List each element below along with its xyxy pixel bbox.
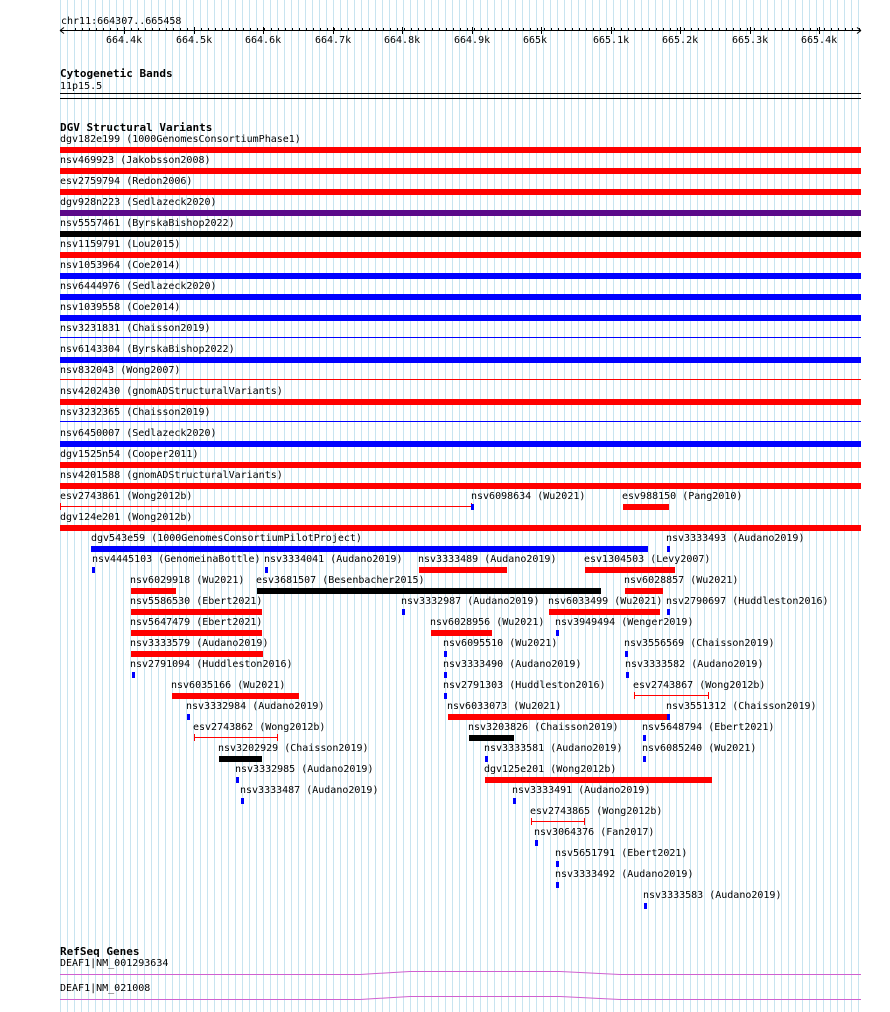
- variant-feature-bar[interactable]: [585, 567, 675, 573]
- variant-label[interactable]: nsv5647479 (Ebert2021): [130, 617, 263, 628]
- variant-feature-bar[interactable]: [643, 735, 646, 741]
- variant-label[interactable]: nsv3333581 (Audano2019): [484, 743, 623, 754]
- variant-label[interactable]: nsv2791094 (Huddleston2016): [130, 659, 293, 670]
- variant-feature-bar[interactable]: [625, 588, 663, 594]
- variant-label[interactable]: dgv543e59 (1000GenomesConsortiumPilotProject): [91, 533, 362, 544]
- variant-label[interactable]: dgv182e199 (1000GenomesConsortiumPhase1): [60, 134, 301, 145]
- variant-feature-bar[interactable]: [60, 315, 861, 321]
- variant-label[interactable]: nsv3203826 (Chaisson2019): [468, 722, 619, 733]
- variant-feature-bar[interactable]: [172, 693, 299, 699]
- variant-label[interactable]: esv2743867 (Wong2012b): [633, 680, 766, 691]
- ruler-tick-label: 665k: [523, 35, 548, 46]
- variant-feature-bar[interactable]: [444, 672, 447, 678]
- variant-feature-bar[interactable]: [60, 210, 861, 216]
- variant-label[interactable]: nsv3333582 (Audano2019): [625, 659, 764, 670]
- variant-label[interactable]: nsv5651791 (Ebert2021): [555, 848, 688, 859]
- variant-feature-bar[interactable]: [60, 337, 861, 338]
- variant-label[interactable]: nsv3332984 (Audano2019): [186, 701, 325, 712]
- variant-feature-bar[interactable]: [194, 737, 278, 738]
- cytoband-label[interactable]: 11p15.5: [60, 81, 103, 92]
- variant-label[interactable]: nsv2790697 (Huddleston2016): [666, 596, 829, 607]
- variant-label[interactable]: nsv5586530 (Ebert2021): [130, 596, 263, 607]
- variant-feature-bar[interactable]: [556, 630, 559, 636]
- variant-label[interactable]: nsv3333493 (Audano2019): [666, 533, 805, 544]
- ruler-tick-label: 665.3k: [732, 35, 769, 46]
- variant-label[interactable]: nsv3332985 (Audano2019): [235, 764, 374, 775]
- variant-label[interactable]: esv3681507 (Besenbacher2015): [256, 575, 425, 586]
- variant-feature-bar[interactable]: [92, 567, 95, 573]
- variant-feature-bar[interactable]: [60, 231, 861, 237]
- cytoband-track-title[interactable]: Cytogenetic Bands: [60, 67, 173, 80]
- variant-label[interactable]: nsv4445103 (GenomeinaBottle): [92, 554, 261, 565]
- variant-label[interactable]: nsv6028857 (Wu2021): [624, 575, 739, 586]
- variant-label[interactable]: dgv928n223 (Sedlazeck2020): [60, 197, 217, 208]
- variant-label[interactable]: nsv3333491 (Audano2019): [512, 785, 651, 796]
- interval-end-cap: [708, 692, 709, 699]
- variant-feature-bar[interactable]: [60, 462, 861, 468]
- variant-label[interactable]: nsv3333492 (Audano2019): [555, 869, 694, 880]
- variant-label[interactable]: nsv6028956 (Wu2021): [430, 617, 545, 628]
- variant-feature-bar[interactable]: [419, 567, 507, 573]
- ruler-tick-label: 664.9k: [454, 35, 491, 46]
- ruler-tick-label: 665.4k: [801, 35, 838, 46]
- variant-feature-bar[interactable]: [625, 651, 628, 657]
- variant-feature-bar[interactable]: [444, 693, 447, 699]
- variant-feature-bar[interactable]: [402, 609, 405, 615]
- variant-feature-bar[interactable]: [236, 777, 239, 783]
- variant-feature-bar[interactable]: [626, 672, 629, 678]
- variant-feature-bar[interactable]: [131, 609, 262, 615]
- ruler-tick-label: 664.7k: [315, 35, 352, 46]
- variant-feature-bar[interactable]: [513, 798, 516, 804]
- refseq-track-title[interactable]: RefSeq Genes: [60, 945, 140, 958]
- cytoband-top-line: [60, 93, 861, 94]
- variant-feature-bar[interactable]: [60, 421, 861, 422]
- variant-label[interactable]: dgv125e201 (Wong2012b): [484, 764, 617, 775]
- variant-label[interactable]: nsv3064376 (Fan2017): [534, 827, 655, 838]
- position-label: chr11:664307..665458: [61, 16, 182, 27]
- variant-label[interactable]: esv2743862 (Wong2012b): [193, 722, 326, 733]
- ruler-tick-label: 664.8k: [384, 35, 421, 46]
- variant-feature-bar[interactable]: [469, 735, 514, 741]
- variant-label[interactable]: dgv1525n54 (Cooper2011): [60, 449, 199, 460]
- variant-feature-bar[interactable]: [60, 379, 861, 380]
- variant-feature-bar[interactable]: [131, 651, 263, 657]
- variant-feature-bar[interactable]: [667, 609, 670, 615]
- variant-feature-bar[interactable]: [667, 714, 670, 720]
- variant-label[interactable]: nsv6098634 (Wu2021): [471, 491, 586, 502]
- variant-label[interactable]: nsv4202430 (gnomADStructuralVariants): [60, 386, 283, 397]
- ruler-tick-label: 665.2k: [662, 35, 699, 46]
- variant-feature-bar[interactable]: [60, 483, 861, 489]
- variant-label[interactable]: nsv6143304 (ByrskaBishop2022): [60, 344, 235, 355]
- variant-label[interactable]: dgv124e201 (Wong2012b): [60, 512, 193, 523]
- variant-feature-bar[interactable]: [60, 189, 861, 195]
- variant-label[interactable]: nsv5648794 (Ebert2021): [642, 722, 775, 733]
- variant-feature-bar[interactable]: [667, 546, 670, 552]
- variant-feature-bar[interactable]: [60, 525, 861, 531]
- variant-label[interactable]: esv1304503 (Levy2007): [584, 554, 711, 565]
- interval-start-cap: [634, 692, 635, 699]
- variant-label[interactable]: nsv3334041 (Audano2019): [264, 554, 403, 565]
- variant-feature-bar[interactable]: [485, 756, 488, 762]
- variant-label[interactable]: nsv3333490 (Audano2019): [443, 659, 582, 670]
- variant-feature-bar[interactable]: [219, 756, 262, 762]
- variant-feature-bar[interactable]: [187, 714, 190, 720]
- variant-label[interactable]: nsv6450007 (Sedlazeck2020): [60, 428, 217, 439]
- variant-feature-bar[interactable]: [644, 903, 647, 909]
- ruler-tick-label: 664.4k: [106, 35, 143, 46]
- variant-label[interactable]: nsv1159791 (Lou2015): [60, 239, 181, 250]
- variant-label[interactable]: nsv6033073 (Wu2021): [447, 701, 562, 712]
- variant-label[interactable]: nsv3232365 (Chaisson2019): [60, 407, 211, 418]
- variant-label[interactable]: nsv3202929 (Chaisson2019): [218, 743, 369, 754]
- variant-feature-bar[interactable]: [60, 441, 861, 447]
- interval-end-cap: [277, 734, 278, 741]
- variant-feature-bar[interactable]: [643, 756, 646, 762]
- variant-feature-bar[interactable]: [265, 567, 268, 573]
- variant-label[interactable]: nsv6035166 (Wu2021): [171, 680, 286, 691]
- variant-feature-bar[interactable]: [131, 630, 262, 636]
- variant-label[interactable]: nsv6085240 (Wu2021): [642, 743, 757, 754]
- variant-label[interactable]: nsv3333583 (Audano2019): [643, 890, 782, 901]
- variant-feature-bar[interactable]: [60, 357, 861, 363]
- variant-feature-bar[interactable]: [448, 714, 667, 720]
- variant-feature-bar[interactable]: [132, 672, 135, 678]
- variant-label[interactable]: nsv832043 (Wong2007): [60, 365, 181, 376]
- variant-label[interactable]: nsv3333489 (Audano2019): [418, 554, 557, 565]
- variant-feature-bar[interactable]: [91, 546, 648, 552]
- variant-label[interactable]: nsv1053964 (Coe2014): [60, 260, 181, 271]
- variant-feature-bar[interactable]: [634, 695, 709, 696]
- variant-feature-bar[interactable]: [531, 821, 585, 822]
- variant-label[interactable]: nsv3556569 (Chaisson2019): [624, 638, 775, 649]
- variant-feature-bar[interactable]: [535, 840, 538, 846]
- variant-label[interactable]: nsv6095510 (Wu2021): [443, 638, 558, 649]
- variant-label[interactable]: nsv3333487 (Audano2019): [240, 785, 379, 796]
- variant-feature-bar[interactable]: [60, 294, 861, 300]
- variant-feature-bar[interactable]: [623, 504, 669, 510]
- variant-feature-bar[interactable]: [60, 252, 861, 258]
- variant-feature-bar[interactable]: [241, 798, 244, 804]
- variant-label[interactable]: nsv6033499 (Wu2021): [548, 596, 663, 607]
- interval-start-cap: [194, 734, 195, 741]
- variant-label[interactable]: esv2743865 (Wong2012b): [530, 806, 663, 817]
- variant-feature-bar[interactable]: [556, 861, 559, 867]
- variant-label[interactable]: nsv2791303 (Huddleston2016): [443, 680, 606, 691]
- variant-label[interactable]: nsv6444976 (Sedlazeck2020): [60, 281, 217, 292]
- variant-label[interactable]: nsv3551312 (Chaisson2019): [666, 701, 817, 712]
- variant-feature-bar[interactable]: [60, 399, 861, 405]
- variant-label[interactable]: nsv5557461 (ByrskaBishop2022): [60, 218, 235, 229]
- ruler-tick-label: 665.1k: [593, 35, 630, 46]
- variant-feature-bar[interactable]: [549, 609, 660, 615]
- variant-label[interactable]: nsv4201588 (gnomADStructuralVariants): [60, 470, 283, 481]
- variant-label[interactable]: nsv3333579 (Audano2019): [130, 638, 269, 649]
- variant-label[interactable]: nsv469923 (Jakobsson2008): [60, 155, 211, 166]
- dgv-track-title[interactable]: DGV Structural Variants: [60, 121, 213, 134]
- variant-feature-bar[interactable]: [60, 147, 861, 153]
- variant-label[interactable]: nsv6029918 (Wu2021): [130, 575, 245, 586]
- ruler-tick-label: 664.6k: [245, 35, 282, 46]
- gene-label[interactable]: DEAF1|NM_021008: [60, 983, 151, 994]
- variant-feature-bar[interactable]: [431, 630, 492, 636]
- variant-feature-bar[interactable]: [556, 882, 559, 888]
- variant-feature-bar[interactable]: [131, 588, 176, 594]
- variant-feature-bar[interactable]: [257, 588, 601, 594]
- gene-label[interactable]: DEAF1|NM_001293634: [60, 958, 169, 969]
- variant-label[interactable]: esv2759794 (Redon2006): [60, 176, 193, 187]
- variant-feature-bar[interactable]: [60, 273, 861, 279]
- variant-label[interactable]: nsv3949494 (Wenger2019): [555, 617, 694, 628]
- variant-label[interactable]: esv2743861 (Wong2012b): [60, 491, 193, 502]
- variant-label[interactable]: nsv1039558 (Coe2014): [60, 302, 181, 313]
- variant-feature-bar[interactable]: [60, 506, 472, 507]
- variant-label[interactable]: nsv3332987 (Audano2019): [401, 596, 540, 607]
- variant-feature-bar[interactable]: [60, 168, 861, 174]
- variant-label[interactable]: nsv3231831 (Chaisson2019): [60, 323, 211, 334]
- cytoband-bottom-line: [60, 98, 861, 99]
- variant-feature-bar[interactable]: [471, 504, 474, 510]
- variant-feature-bar[interactable]: [444, 651, 447, 657]
- interval-start-cap: [531, 818, 532, 825]
- ruler-tick-label: 664.5k: [176, 35, 213, 46]
- interval-start-cap: [60, 503, 61, 510]
- variant-label[interactable]: esv988150 (Pang2010): [622, 491, 743, 502]
- interval-end-cap: [584, 818, 585, 825]
- variant-feature-bar[interactable]: [485, 777, 712, 783]
